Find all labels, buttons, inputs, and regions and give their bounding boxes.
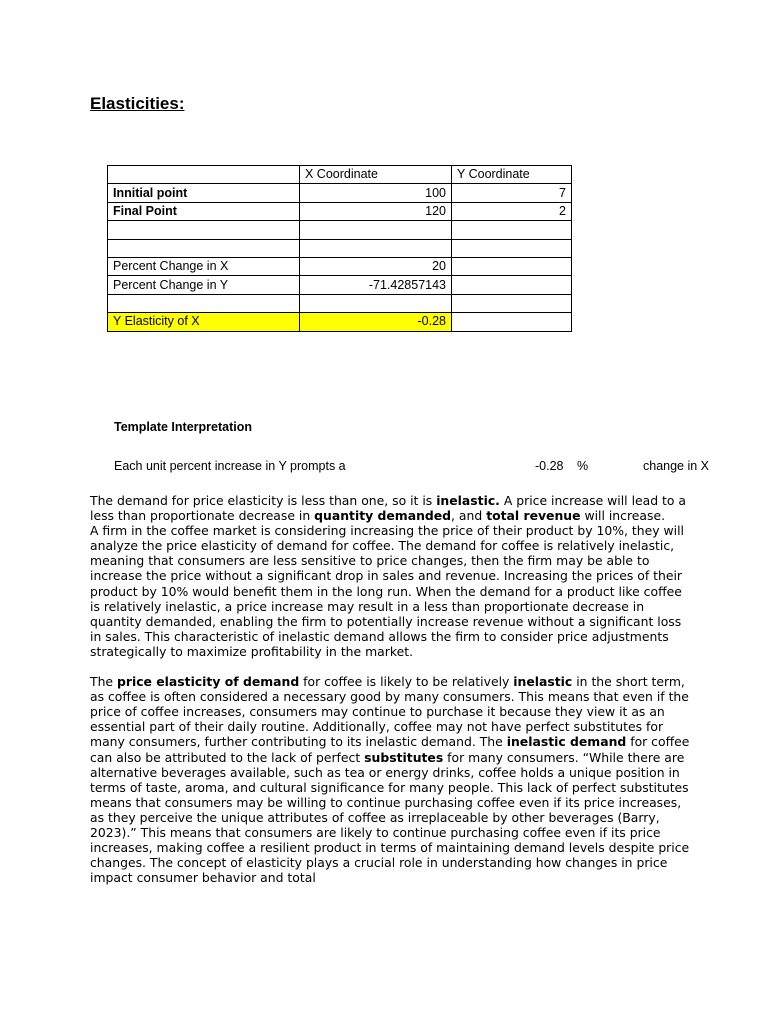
text-run: , and xyxy=(451,508,487,524)
table-cell xyxy=(452,257,572,275)
table-cell xyxy=(452,313,572,331)
table-header-row xyxy=(108,166,572,184)
interpretation-title: Template Interpretation xyxy=(114,420,252,434)
bold-text-run: inelastic demand xyxy=(506,734,627,750)
bold-text-run: quantity demanded xyxy=(314,508,452,524)
table-header-cell: X Coordinate xyxy=(300,166,452,184)
table-row-highlighted xyxy=(108,313,572,331)
table-cell xyxy=(300,239,452,257)
page-heading: Elasticities: xyxy=(90,94,185,113)
table-row xyxy=(108,257,572,275)
text-run: for many consumers. “While there are alternative beverages available, such as tea or energy drinks, coffee holds a unique position in terms of taste, aroma, and cultural significance for many people. This lack of perfect substitutes means that consumers may be willing to continue purchasing coffee even if its price increases, as they perceive the unique attributes of coffee as irreplaceable by other beverages (Barry, 2023).” This means that consumers are likely to continue purchasing coffee even if its price increases, making coffee a resilient product in terms of maintaining demand levels despite price changes. The concept of elasticity plays a crucial role in understanding how changes in price impact consumer behavior and total xyxy=(90,749,690,886)
table-cell xyxy=(108,239,300,257)
interpretation-tail: change in X xyxy=(643,459,710,473)
text-run: The xyxy=(90,674,117,690)
table-cell xyxy=(300,294,452,312)
interpretation-unit: % xyxy=(577,459,589,473)
table-cell: Innitial point xyxy=(108,184,300,202)
bold-text-run: price elasticity of demand xyxy=(116,674,300,690)
table-header-cell: Y Coordinate xyxy=(452,166,572,184)
table-cell xyxy=(108,294,300,312)
text-run: will increase. xyxy=(580,508,666,524)
table-cell: -71.42857143 xyxy=(300,276,452,294)
table-row xyxy=(108,239,572,257)
paragraph-firm-analysis: A firm in the coffee market is considering increasing the price of their product by 10%, they will analyze the price elasticity of demand for coffee. The demand for coffee is relatively inelastic, meaning that consumers are less sensitive to price changes, then the firm may be able to increase the price without a significant drop in sales and revenue. Increasing the prices of their product by 10% would benefit them in the long run. When the demand for a product like coffee is relatively inelastic, a price increase may result in a less than proportionate decrease in quantity demanded, enabling the firm to potentially increase revenue without a significant loss in sales. This characteristic of inelastic demand allows the firm to consider price adjustments strategically to maximize profitability in the market. xyxy=(90,523,684,659)
table-cell: 100 xyxy=(300,184,452,202)
bold-text-run: inelastic xyxy=(513,674,573,690)
table-cell: Y Elasticity of X xyxy=(108,313,300,331)
table-header-cell xyxy=(108,166,300,184)
table-row xyxy=(108,221,572,239)
table-cell: 20 xyxy=(300,257,452,275)
interpretation-value: -0.28 xyxy=(535,459,564,473)
body-text xyxy=(90,493,690,885)
table-cell xyxy=(108,221,300,239)
table-row xyxy=(108,294,572,312)
text-run: The demand for price elasticity is less than one, so it is xyxy=(90,493,437,508)
table-cell: Percent Change in X xyxy=(108,257,300,275)
table-cell: Final Point xyxy=(108,202,300,220)
bold-text-run: substitutes xyxy=(364,749,444,765)
table-cell: 2 xyxy=(452,202,572,220)
paragraph-price-elasticity xyxy=(90,674,690,885)
table-cell xyxy=(452,239,572,257)
table-cell xyxy=(300,221,452,239)
bold-text-run: total revenue xyxy=(486,508,581,524)
table-cell: 120 xyxy=(300,202,452,220)
text-run: for coffee can also be attributed to the lack of perfect xyxy=(90,734,690,765)
table-cell xyxy=(452,276,572,294)
table-row xyxy=(108,202,572,220)
table-row xyxy=(108,276,572,294)
text-run: for coffee is likely to be relatively xyxy=(299,674,514,690)
bold-text-run: inelastic. xyxy=(436,493,500,508)
text-run: A price increase will lead to a less than proportionate decrease in xyxy=(90,493,687,524)
table-cell: -0.28 xyxy=(300,313,452,331)
text-run: in the short term, as coffee is often considered a necessary good by many consumers. This means that even if the price of coffee increases, consumers may continue to purchase it because they view it as an essential part of their daily routine. Additionally, coffee may not have perfect substitutes for many consumers, further contributing to its inelastic demand. The xyxy=(90,674,689,750)
table-cell: Percent Change in Y xyxy=(108,276,300,294)
table-cell xyxy=(452,294,572,312)
table-row xyxy=(108,184,572,202)
table-cell: 7 xyxy=(452,184,572,202)
paragraph-conclusion xyxy=(90,493,690,523)
elasticity-table xyxy=(107,165,572,332)
interpretation-lead: Each unit percent increase in Y prompts a xyxy=(114,459,346,473)
table-cell xyxy=(452,221,572,239)
